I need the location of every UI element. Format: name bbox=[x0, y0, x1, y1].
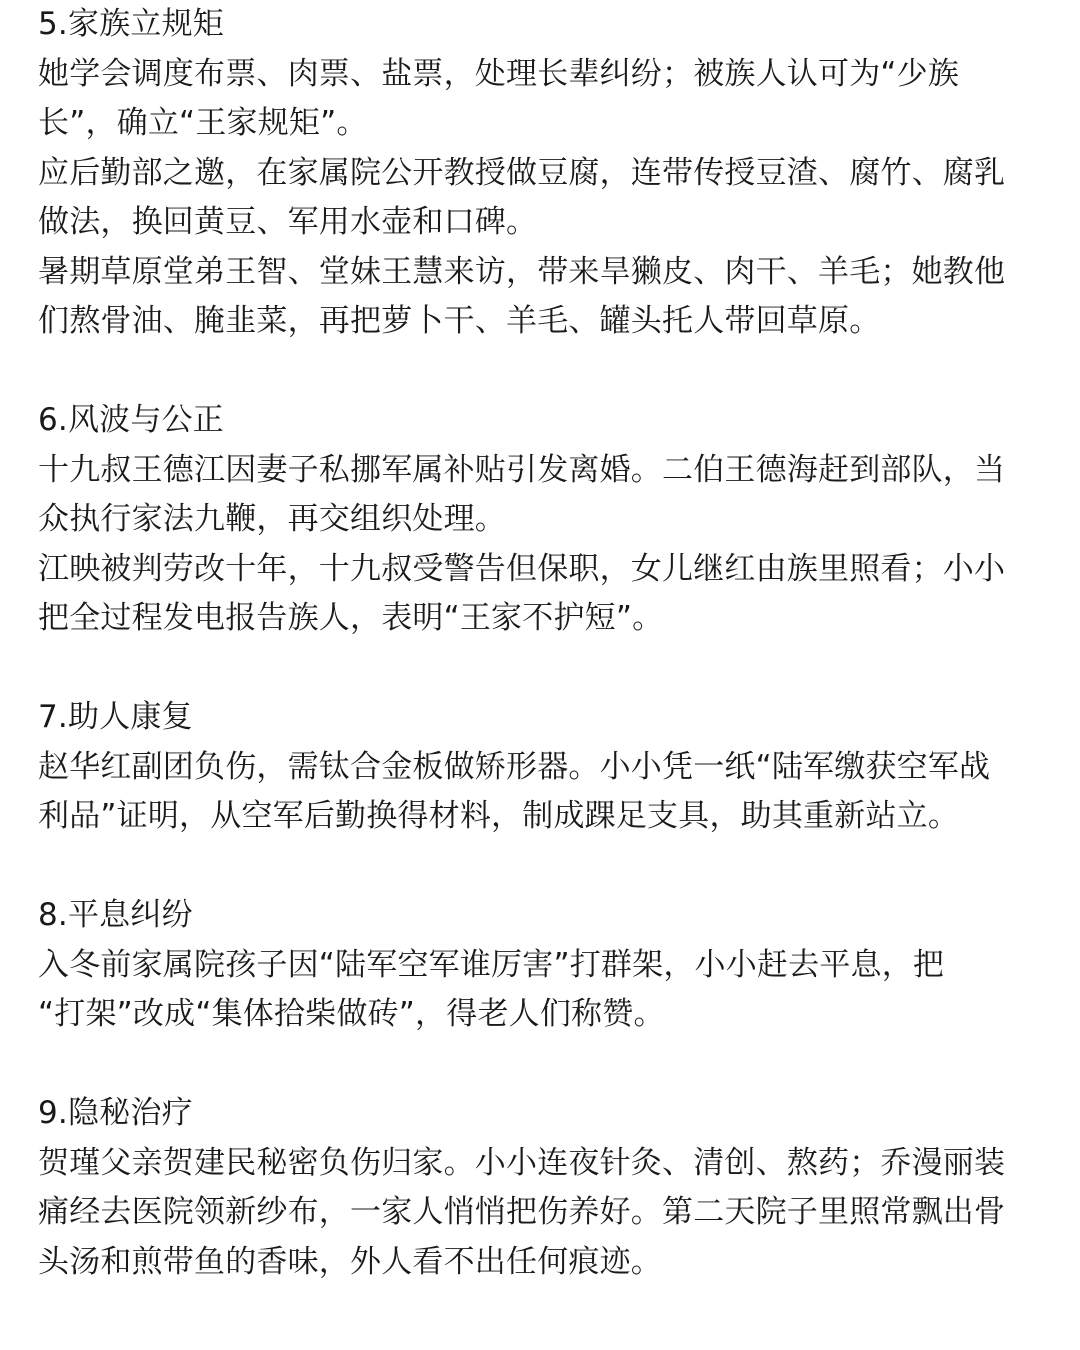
paragraph-line: 长”，确立“王家规矩”。 bbox=[38, 105, 368, 141]
section-heading: 7.助人康复 bbox=[38, 699, 193, 735]
paragraph-line: 贺瑾父亲贺建民秘密负伤归家。小小连夜针灸、清创、熬药；乔漫丽装 bbox=[38, 1144, 1006, 1181]
section-heading: 9.隐秘治疗 bbox=[38, 1095, 193, 1131]
section-6 bbox=[38, 396, 1038, 644]
paragraph-line: 众执行家法九鞭，再交组织处理。 bbox=[38, 501, 506, 537]
paragraph-line: 暑期草原堂弟王智、堂妹王慧来访，带来旱獭皮、肉干、羊毛；她教他 bbox=[38, 253, 1006, 290]
paragraph-line: 们熬骨油、腌韭菜，再把萝卜干、羊毛、罐头托人带回草原。 bbox=[38, 303, 881, 339]
paragraph-line: 把全过程发电报告族人，表明“王家不护短”。 bbox=[38, 600, 664, 636]
paragraph-line: 赵华红副团负伤，需钛合金板做矫形器。小小凭一纸“陆军缴获空军战 bbox=[38, 748, 991, 785]
paragraph-line: 十九叔王德江因妻子私挪军属补贴引发离婚。二伯王德海赶到部队，当 bbox=[38, 451, 1006, 488]
section-heading: 5.家族立规矩 bbox=[38, 6, 224, 42]
paragraph-line: “打架”改成“集体拾柴做砖”，得老人们称赞。 bbox=[38, 996, 665, 1032]
paragraph-line: 她学会调度布票、肉票、盐票，处理长辈纠纷；被族人认可为“少族 bbox=[38, 55, 960, 92]
paragraph-line: 江映被判劳改十年，十九叔受警告但保职，女儿继红由族里照看；小小 bbox=[38, 550, 1006, 587]
paragraph-line: 痛经去医院领新纱布，一家人悄悄把伤养好。第二天院子里照常飘出骨 bbox=[38, 1194, 1006, 1230]
paragraph-line: 入冬前家属院孩子因“陆军空军谁厉害”打群架，小小赶去平息，把 bbox=[38, 946, 945, 983]
paragraph-line: 头汤和煎带鱼的香味，外人看不出任何痕迹。 bbox=[38, 1243, 662, 1280]
section-heading: 8.平息纠纷 bbox=[38, 897, 193, 933]
section-7 bbox=[38, 693, 1038, 842]
paragraph-line: 做法，换回黄豆、军用水壶和口碑。 bbox=[38, 204, 538, 240]
section-heading: 6.风波与公正 bbox=[38, 402, 224, 438]
section-8 bbox=[38, 891, 1038, 1040]
section-9 bbox=[38, 1089, 1038, 1287]
section-5 bbox=[38, 0, 1038, 347]
paragraph-line: 应后勤部之邀，在家属院公开教授做豆腐，连带传授豆渣、腐竹、腐乳 bbox=[38, 154, 1006, 191]
paragraph-line: 利品”证明，从空军后勤换得材料，制成踝足支具，助其重新站立。 bbox=[38, 798, 960, 834]
